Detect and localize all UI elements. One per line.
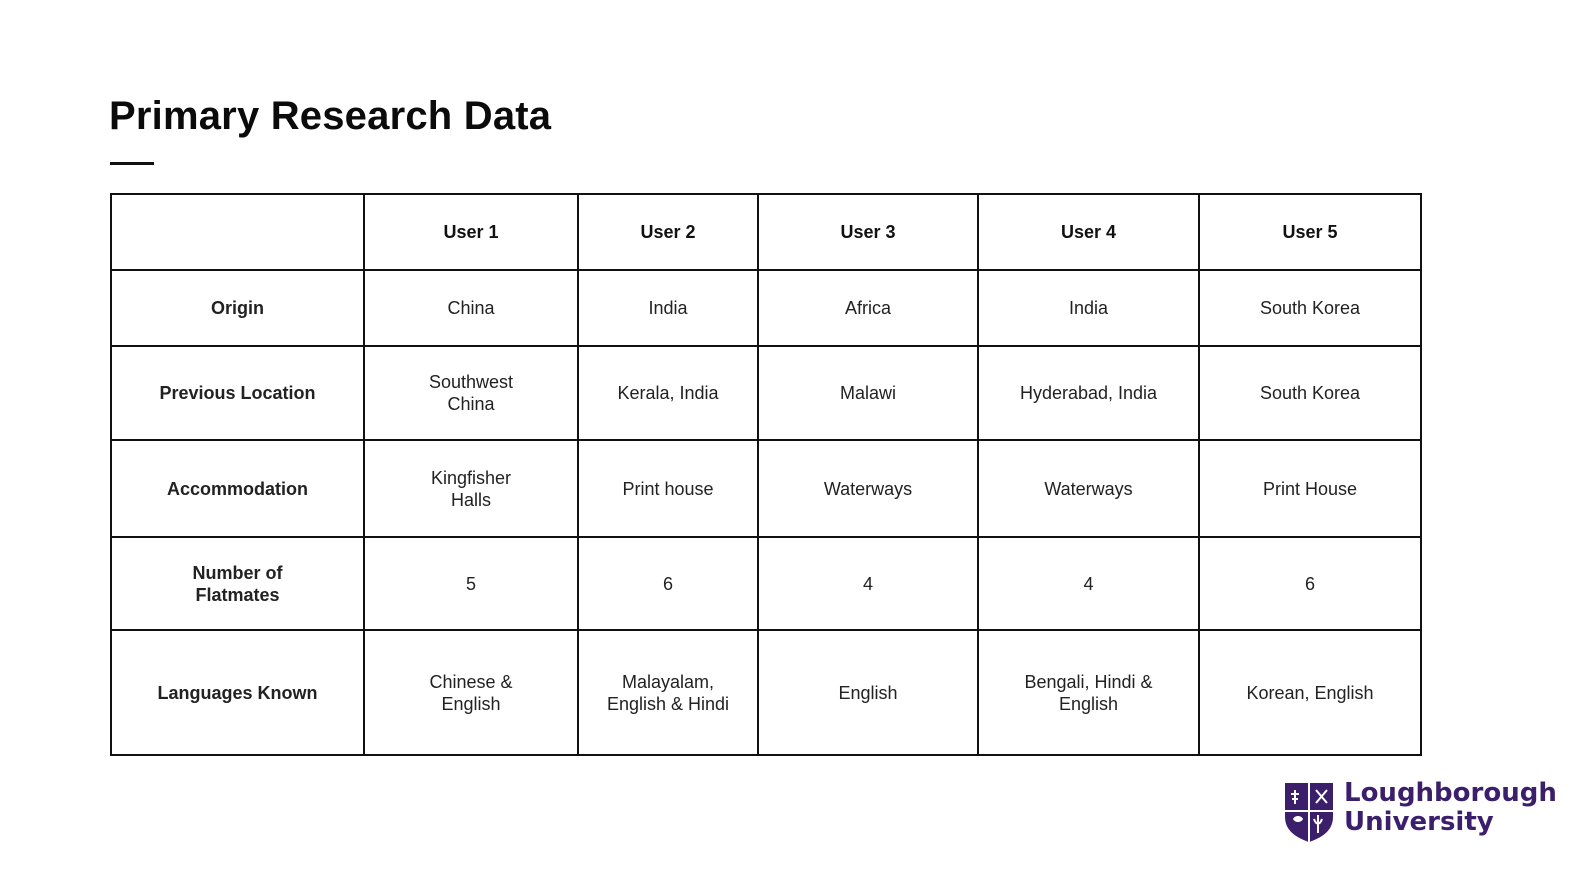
table-cell: China [364, 270, 578, 346]
table-cell: Africa [758, 270, 978, 346]
column-header-user-3: User 3 [758, 194, 978, 270]
table-cell [364, 630, 578, 755]
cell-text: Bengali, Hindi & English [1024, 671, 1153, 714]
table-cell: Korean, English [1199, 630, 1421, 755]
cell-text: Malayalam, English & Hindi [606, 671, 730, 714]
research-data-table [110, 193, 1422, 756]
row-header-previous-location: Previous Location [111, 346, 364, 440]
cell-text: Chinese & English [429, 671, 513, 714]
table-cell: India [578, 270, 758, 346]
table-cell: Malawi [758, 346, 978, 440]
column-header-user-2: User 2 [578, 194, 758, 270]
row-header-origin: Origin [111, 270, 364, 346]
table-cell: English [758, 630, 978, 755]
logo-line-2: University [1344, 807, 1494, 837]
table-row-origin [111, 270, 1421, 346]
table-cell: 4 [978, 537, 1199, 630]
cell-text: Kingfisher Halls [430, 467, 512, 510]
table-cell: Hyderabad, India [978, 346, 1199, 440]
table-header-row [111, 194, 1421, 270]
university-shield-icon [1283, 781, 1335, 843]
table-cell: 6 [1199, 537, 1421, 630]
university-logo [1283, 778, 1557, 845]
table-cell: Print House [1199, 440, 1421, 537]
logo-line-1: Loughborough [1344, 778, 1557, 808]
table-row-accommodation [111, 440, 1421, 537]
table-cell: 5 [364, 537, 578, 630]
table-row-languages-known [111, 630, 1421, 755]
column-header-user-5: User 5 [1199, 194, 1421, 270]
table-row-previous-location [111, 346, 1421, 440]
university-wordmark [1344, 779, 1557, 837]
cell-text: Southwest China [428, 372, 514, 414]
table-cell: 6 [578, 537, 758, 630]
table-cell: Waterways [758, 440, 978, 537]
row-header-number-of-flatmates [111, 537, 364, 630]
row-header-accommodation: Accommodation [111, 440, 364, 537]
table-cell: 4 [758, 537, 978, 630]
table-cell: Kerala, India [578, 346, 758, 440]
table-cell [578, 630, 758, 755]
column-header-user-1: User 1 [364, 194, 578, 270]
table-cell [978, 630, 1199, 755]
table-cell [364, 440, 578, 537]
table-cell: Waterways [978, 440, 1199, 537]
table-cell: Print house [578, 440, 758, 537]
table-row-number-of-flatmates [111, 537, 1421, 630]
table-cell: South Korea [1199, 346, 1421, 440]
table-corner-cell [111, 194, 364, 270]
title-underline [110, 162, 154, 165]
table-cell: India [978, 270, 1199, 346]
cell-text: Number of Flatmates [192, 562, 283, 605]
page-title: Primary Research Data [109, 94, 552, 138]
table-cell: South Korea [1199, 270, 1421, 346]
row-header-languages-known: Languages Known [111, 630, 364, 755]
column-header-user-4: User 4 [978, 194, 1199, 270]
table-cell [364, 346, 578, 440]
